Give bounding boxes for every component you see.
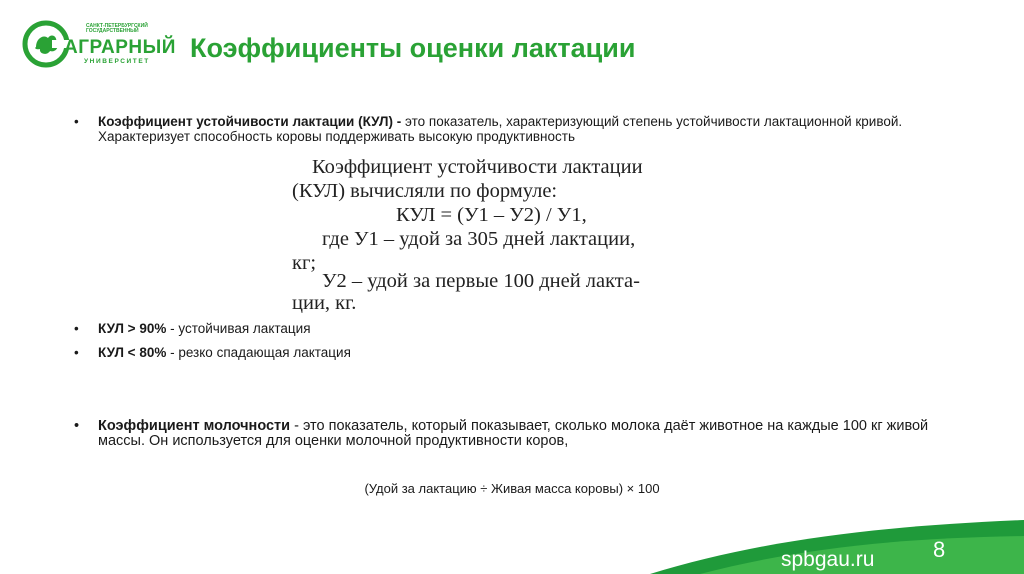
bullet-bold: КУЛ < 80% (98, 345, 167, 360)
bullet-text: - устойчивая лактация (166, 321, 311, 336)
bullet-text: - резко спадающая лактация (166, 345, 351, 360)
scan-line: КУЛ = (У1 – У2) / У1, (396, 204, 587, 226)
scan-line: Коэффициент устойчивости лактации (312, 156, 643, 178)
logo-top-text: САНКТ-ПЕТЕРБУРГСКИЙ ГОСУДАРСТВЕННЫЙ (86, 23, 148, 34)
scan-line: (КУЛ) вычисляли по формуле: (292, 180, 558, 202)
milk-formula: (Удой за лактацию ÷ Живая масса коровы) × 100 (364, 481, 660, 496)
bullet-dot-icon: • (74, 114, 79, 129)
bullet-text: - это показатель, который показывает, сколько молока даёт животное на каждые 100 кг живой массы. Он используется для оценки молочной продуктивности коров, (98, 418, 929, 449)
bullet-dot-icon: • (74, 345, 79, 360)
bullet-bold: КУЛ > 90% (98, 321, 167, 336)
bullet-bold: Коэффициент молочности (98, 418, 291, 434)
bullet-dot-icon: • (74, 321, 79, 336)
page-number: 8 (933, 537, 946, 562)
scan-line: ции, кг. (292, 292, 357, 314)
footer-site: spbgau.ru (781, 548, 875, 571)
bullet-bold: Коэффициент устойчивости лактации (КУЛ) - (98, 114, 402, 129)
scan-line: кг; (292, 252, 317, 274)
bullet-dot-icon: • (74, 418, 80, 434)
scan-line: У2 – удой за первые 100 дней лакта- (322, 270, 640, 292)
logo-word: АГРАРНЫЙ (64, 37, 176, 58)
scan-line: где У1 – удой за 305 дней лактации, (322, 228, 636, 250)
logo-bottom-text: УНИВЕРСИТЕТ (84, 58, 150, 65)
bullet-text: это показатель, характеризующий степень устойчивости лактационной кривой. Характеризует способность коровы поддерживать высокую продуктивность (98, 114, 903, 144)
slide-title: Коэффициенты оценки лактации (190, 33, 636, 63)
